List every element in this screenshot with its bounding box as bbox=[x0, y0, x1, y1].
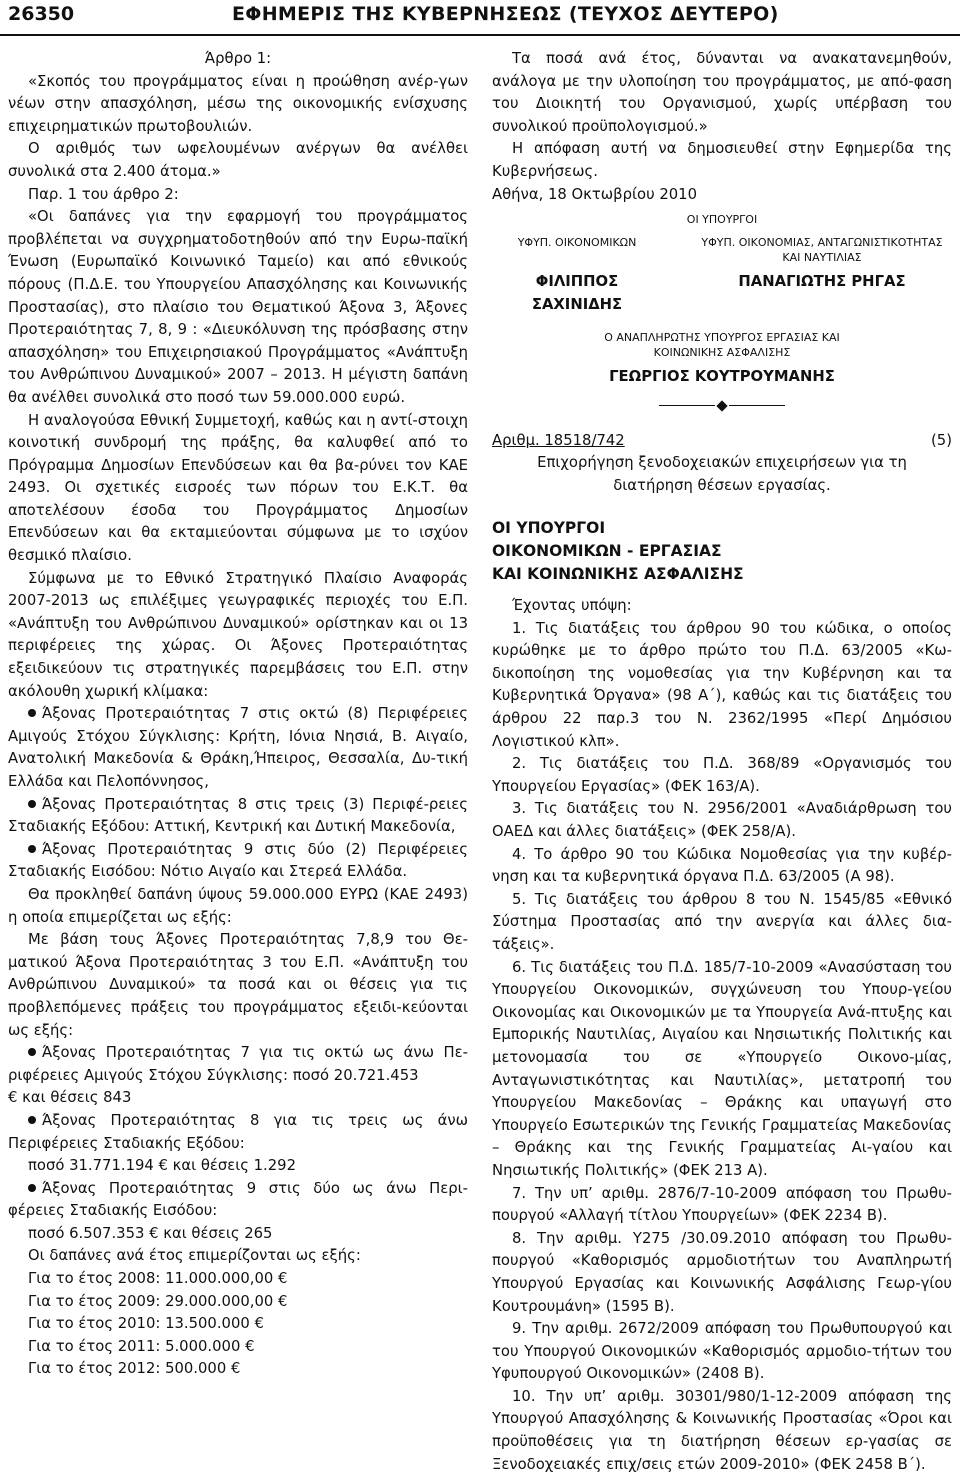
signatory-name: ΦΙΛΙΠΠΟΣ ΣΑΧΙΝΙΔΗΣ bbox=[531, 273, 623, 313]
paragraph: ποσό 6.507.353 € και θέσεις 265 bbox=[28, 1224, 273, 1242]
signatory-role: Ο ΑΝΑΠΛΗΡΩΤΗΣ ΥΠΟΥΡΓΟΣ ΕΡΓΑΣΙΑΣ ΚΑΙ ΚΟΙΝΩΝΙΚΗΣ ΑΣΦΑΛΙΣΗΣ bbox=[604, 331, 840, 360]
right-column bbox=[492, 48, 952, 1476]
bullet-icon bbox=[28, 800, 36, 808]
bullet-text: Άξονας Προτεραιότητας 8 στις τρεις (3) Περιφέ-ρειες Σταδιακής Εξόδου: Αττική, Κεντρική και Δυτική Μακεδονία, bbox=[8, 795, 468, 836]
paragraph: Η αναλογούσα Εθνική Συμμετοχή, καθώς και η αντί-στοιχη κοινοτική συνδρομή της πράξης, θα καλυφθεί από το Πρόγραμμα Δημοσίων Επενδύσεων και θα βα-ρύνει τον ΚΑΕ 2493. Οι σχετικές εισροές των πόρων του Ε.Κ.Τ. θα αποτελέσουν έσοδα του Προγράμματος Δημοσίων Επενδύσεων και θα εκταμιεύονται σύμφωνα με το ισχύον θεσμικό πλαίσιο. bbox=[8, 411, 468, 565]
signing-date: Αθήνα, 18 Οκτωβρίου 2010 bbox=[492, 185, 697, 203]
bullet-item bbox=[8, 1178, 468, 1223]
year-line: Για το έτος 2012: 500.000 € bbox=[28, 1360, 241, 1378]
paragraph: Οι δαπάνες ανά έτος επιμερίζονται ως εξής: bbox=[28, 1247, 361, 1265]
bullet-continuation bbox=[8, 1087, 468, 1110]
signatory-name: ΓΕΩΡΓΙΟΣ ΚΟΥΤΡΟΥΜΑΝΗΣ bbox=[609, 368, 835, 386]
bullet-item bbox=[8, 703, 468, 793]
list-item: 7. Την υπ’ αριθμ. 2876/7-10-2009 απόφαση του Πρωθυ-πουργού «Αλλαγή τίτλου Υπουργείων» (ΦΕΚ 2234 Β). bbox=[492, 1184, 952, 1225]
list-item: 8. Την αριθμ. Υ275 /30.09.2010 απόφαση του Πρωθυ-πουργού «Καθορισμός αρμοδιοτήτων του Αναπληρωτή Υπουργού Εργασίας και Κοινωνικής Ασφάλισης Γεωρ-γίου Κουτρουμάνη» (1595 Β). bbox=[492, 1229, 952, 1315]
list-item: 5. Τις διατάξεις του άρθρου 8 του Ν. 1545/85 «Εθνικό Σύστημα Προστασίας από την ανεργία και άλλες δια-τάξεις». bbox=[492, 890, 952, 953]
page-header bbox=[0, 0, 960, 36]
bullet-text: Άξονας Προτεραιότητας 9 στις δύο (2) Περιφέρειες Σταδιακής Εισόδου: Νότιο Αιγαίο και Στερεά Ελλάδα. bbox=[8, 840, 468, 881]
bullet-icon bbox=[28, 1184, 36, 1192]
article-heading: Άρθρο 1: bbox=[204, 50, 272, 67]
bullet-item bbox=[8, 839, 468, 884]
ministries-heading: ΚΑΙ ΚΟΙΝΩΝΙΚΗΣ ΑΣΦΑΛΙΣΗΣ bbox=[492, 564, 744, 583]
year-line: Για το έτος 2010: 13.500.000 € bbox=[28, 1315, 264, 1333]
decision-number-row bbox=[492, 430, 952, 453]
list-item: 4. Το άρθρο 90 του Κώδικα Νομοθεσίας για την κυβέρ-νηση και τα κυβερνητικά όργανα Π.Δ. 63/2005 (Α 98). bbox=[492, 845, 952, 886]
paragraph: «Οι δαπάνες για την εφαρμογή του προγράμματος προβλέπεται να συγχρηματοδοτηθούν από την Ευρω-παϊκή Ένωση (Ευρωπαϊκό Κοινωνικό Ταμείο) και από εθνικούς πόρους (Π.Δ.Ε. του Υπουργείου Απασχόλησης και Κοινωνικής Προστασίας), στο πλαίσιο του Θεματικού Άξονα 3, Άξονες Προτεραιότητας 7, 8, 9 : «Διευκόλυνση της πρόσβασης στην απασχόληση» του Επιχειρησιακού Προγράμματος «Ανάπτυξη του Ανθρώπινου Δυναμικού» 2007 – 2013. Η μέγιστη δαπάνη θα ανέλθει συνολικά στο ποσό των 59.000.000 ευρώ. bbox=[8, 208, 468, 406]
bullet-icon bbox=[28, 709, 36, 717]
list-item: 9. Την αριθμ. 2672/2009 απόφαση του Πρωθυπουργού και του Υπουργού Οικονομικών «Καθορισμός αρμοδιο-τήτων του Υφυπουργού Οικονομικών» (2408 Β). bbox=[492, 1320, 952, 1383]
bullet-text: Άξονας Προτεραιότητας 9 στις δύο ως άνω Περι-φέρειες Σταδιακής Εισόδου: bbox=[8, 1179, 468, 1220]
list-item: 2. Τις διατάξεις του Π.Δ. 368/89 «Οργανισμός του Υπουργείου Εργασίας» (ΦΕΚ 163/Α). bbox=[492, 755, 952, 795]
signature-roles bbox=[492, 235, 952, 265]
paragraph: Η απόφαση αυτή να δημοσιευθεί στην Εφημερίδα της Κυβερνήσεως. bbox=[492, 140, 952, 180]
left-column bbox=[8, 48, 468, 1381]
bullet-text: Άξονας Προτεραιότητας 7 στις οκτώ (8) Περιφέρειες Αμιγούς Στόχου Σύγκλισης: Κρήτη, Ιόνια Νησιά, Β. Αιγαίο, Ανατολική Μακεδονία & Θράκη,Ήπειρος, Θεσσαλία, Δυ-τική Ελλάδα και Πελοπόννησος, bbox=[8, 705, 468, 790]
bullet-icon bbox=[28, 1116, 36, 1124]
list-item: 3. Τις διατάξεις του Ν. 2956/2001 «Αναδιάρθρωση του ΟΑΕΔ και άλλες διατάξεις» (ΦΕΚ 258/Α). bbox=[492, 800, 952, 841]
bullet-item bbox=[8, 1110, 468, 1155]
paragraph: Με βάση τους Άξονες Προτεραιότητας 7,8,9 του Θε-ματικού Άξονα Προτεραιότητας 3 του Ε.Π. «Ανάπτυξη του Ανθρώπινου Δυναμικού» τα ποσά και οι θέσεις για τις προβλεπόμενες πράξεις του προγράμματος εξειδι-κεύονται ως εξής: bbox=[8, 931, 468, 1039]
gazette-title: ΕΦΗΜΕΡΙΣ ΤΗΣ ΚΥΒΕΡΝΗΣΕΩΣ (ΤΕΥΧΟΣ ΔΕΥΤΕΡΟ) bbox=[232, 3, 779, 25]
signatory-role: ΥΦΥΠ. ΟΙΚΟΝΟΜΙΑΣ, ΑΝΤΑΓΩΝΙΣΤΙΚΟΤΗΤΑΣ ΚΑΙ ΝΑΥΤΙΛΙΑΣ bbox=[701, 236, 943, 265]
paragraph: Ο αριθμός των ωφελουμένων ανέργων θα ανέλθει συνολικά στα 2.400 άτομα.» bbox=[8, 140, 468, 180]
ministers-heading: ΟΙ ΥΠΟΥΡΓΟΙ bbox=[492, 519, 606, 538]
signatory-role: ΥΦΥΠ. ΟΙΚΟΝΟΜΙΚΩΝ bbox=[517, 236, 637, 250]
euro-icon: € bbox=[8, 1089, 18, 1107]
paragraph: Τα ποσά ανά έτος, δύνανται να ανακατανεμηθούν, ανάλογα με την υλοποίηση του προγράμματος, με από-φαση του Διοικητή του Οργανισμού, χωρίς υπέρβαση του συνολικού προϋπολογισμού.» bbox=[492, 50, 952, 135]
ministers-label: ΟΙ ΥΠΟΥΡΓΟΙ bbox=[686, 213, 758, 227]
paragraph: Θα προκληθεί δαπάνη ύψους 59.000.000 ΕΥΡΩ (ΚΑΕ 2493) η οποία επιμερίζεται ως εξής: bbox=[8, 885, 468, 926]
paragraph: Παρ. 1 του άρθρο 2: bbox=[28, 185, 179, 203]
bullet-text: Άξονας Προτεραιότητας 7 για τις οκτώ ως άνω Πε-ριφέρειες Αμιγούς Στόχου Σύγκλισης: ποσό 20.721.453 bbox=[8, 1044, 468, 1084]
page-number: 26350 bbox=[8, 3, 75, 25]
bullet-icon bbox=[28, 1048, 36, 1056]
year-line: Για το έτος 2011: 5.000.000 € bbox=[28, 1337, 255, 1355]
signatory-name: ΠΑΝΑΓΙΩΤΗΣ ΡΗΓΑΣ bbox=[738, 273, 906, 291]
paragraph: Σύμφωνα με το Εθνικό Στρατηγικό Πλαίσιο Αναφοράς 2007-2013 ως επιλέξιμες γεωγραφικές περιοχές του Ε.Π. «Ανάπτυξη του Ανθρώπινου Δυναμικού» ορίστηκαν και οι 13 περιφέρειες της χώρας. Οι Άξονες Προτεραιότητας εξειδικεύουν τις στρατηγικές παρεμβάσεις του Ε.Π. στην ακόλουθη χωρική κλίμακα: bbox=[8, 569, 468, 700]
bullet-item bbox=[8, 794, 468, 839]
year-line: Για το έτος 2009: 29.000.000,00 € bbox=[28, 1292, 288, 1310]
list-item: 1. Τις διατάξεις του άρθρου 90 του κώδικα, ο οποίος κυρώθηκε με το άρθρο πρώτο του Π.Δ. 63/2005 «Κω-δικοποίηση της νομοθεσίας για την Κυβέρνηση και τα Κυβερνητικά Όργανα» (98 Α΄), καθώς και τις διατάξεις του άρθρου 22 παρ.3 του Ν. 2362/1995 «Περί Δημόσιου Λογιστικού κλπ». bbox=[492, 619, 952, 750]
list-item: 6. Τις διατάξεις του Π.Δ. 185/7-10-2009 «Ανασύσταση του Υπουργείου Οικονομικών, συγχώνευση του Υπουρ-γείου Οικονομίας και Οικονομικών με τα Υπουργεία Ανά-πτυξης και Εμπορικής Ναυτιλίας, Αιγαίου και Νησιωτικής Πολιτικής και μετονομασία του σε «Υπουργείο Οικονο-μίας, Ανταγωνιστικότητας και Ναυτιλίας», μετατροπή του Υπουργείου Μακεδονίας – Θράκης και υπαγωγή στο Υπουργείο Εσωτερικών της Γενικής Γραμματείας Μακεδονίας – Θράκης και της Γενικής Γραμματείας Αι-γαίου και Νησιωτικής Πολιτικής» (ΦΕΚ 213 Α). bbox=[492, 958, 952, 1179]
list-item: 10. Την υπ’ αριθμ. 30301/980/1-12-2009 απόφαση της Υπουργού Απασχόλησης & Κοινωνικής Προστασίας «Όροι και προϋποθέσεις για τη διατήρηση θέσεων ερ-γασίας σε Ξενοδοχειακές επιχ/σεις ετών 2009-2010» (ΦΕΚ 2458 Β΄). bbox=[492, 1387, 952, 1473]
section-divider bbox=[492, 395, 952, 418]
decision-number: Αριθμ. 18518/742 bbox=[492, 431, 625, 449]
bullet-item bbox=[8, 1042, 468, 1087]
paragraph: ποσό 31.771.194 € και θέσεις 1.292 bbox=[28, 1157, 297, 1175]
ministries-heading: ΟΙΚΟΝΟΜΙΚΩΝ - ΕΡΓΑΣΙΑΣ bbox=[492, 541, 722, 560]
decision-index: (5) bbox=[931, 431, 952, 449]
diamond-icon bbox=[716, 400, 727, 411]
signature-names bbox=[492, 271, 952, 316]
paragraph: «Σκοπός του προγράμματος είναι η προώθηση ανέρ-γων νέων στην απασχόληση, μέσω της οικονομικής ενίσχυσης επιχειρηματικών πρωτοβουλιών. bbox=[8, 72, 468, 135]
year-line: Για το έτος 2008: 11.000.000,00 € bbox=[28, 1270, 288, 1288]
considering-label: Έχοντας υπόψη: bbox=[512, 597, 632, 615]
bullet-icon bbox=[28, 845, 36, 853]
decision-title: Επιχορήγηση ξενοδοχειακών επιχειρήσεων για τη διατήρηση θέσεων εργασίας. bbox=[537, 454, 907, 494]
bullet-text: και θέσεις 843 bbox=[22, 1089, 132, 1107]
bullet-text: Άξονας Προτεραιότητας 8 για τις τρεις ως άνω Περιφέρειες Σταδιακής Εξόδου: bbox=[8, 1111, 468, 1152]
